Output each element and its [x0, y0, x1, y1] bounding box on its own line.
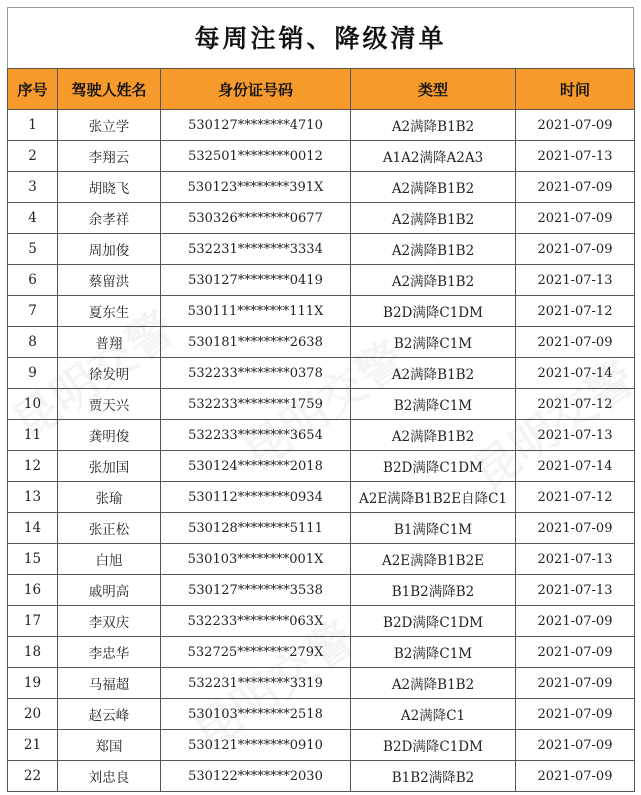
- driver-name-cell: 周加俊: [58, 234, 161, 265]
- id-number-cell: 530127********0419: [161, 265, 351, 296]
- row-index-cell: 2: [8, 141, 58, 172]
- license-type-cell: A2E满降B1B2E自降C1: [351, 482, 516, 513]
- id-number-cell: 532233********1759: [161, 389, 351, 420]
- table-row: [8, 513, 635, 544]
- id-number-cell: 532501********0012: [161, 141, 351, 172]
- id-number-cell: 532231********3334: [161, 234, 351, 265]
- id-number-cell: 532231********3319: [161, 668, 351, 699]
- license-type-cell: A2E满降B1B2E: [351, 544, 516, 575]
- id-number-cell: 530326********0677: [161, 203, 351, 234]
- id-number-cell: 532233********0378: [161, 358, 351, 389]
- table-row: [8, 482, 635, 513]
- license-type-cell: A2满降C1: [351, 699, 516, 730]
- license-type-cell: A2满降B1B2: [351, 358, 516, 389]
- row-index-cell: 18: [8, 637, 58, 668]
- driver-name-cell: 徐发明: [58, 358, 161, 389]
- row-index-cell: 12: [8, 451, 58, 482]
- row-index-cell: 15: [8, 544, 58, 575]
- table-row: [8, 172, 635, 203]
- driver-name-cell: 蔡留洪: [58, 265, 161, 296]
- license-type-cell: B2满降C1M: [351, 327, 516, 358]
- driver-name-cell: 龚明俊: [58, 420, 161, 451]
- license-type-cell: B2D满降C1DM: [351, 606, 516, 637]
- table-row: [8, 544, 635, 575]
- row-index-cell: 22: [8, 761, 58, 792]
- table-row: [8, 203, 635, 234]
- driver-name-cell: 戚明高: [58, 575, 161, 606]
- table-body: [8, 110, 635, 792]
- license-type-cell: A1A2满降A2A3: [351, 141, 516, 172]
- license-type-cell: A2满降B1B2: [351, 203, 516, 234]
- table-row: [8, 699, 635, 730]
- driver-name-cell: 张瑜: [58, 482, 161, 513]
- date-cell: 2021-07-09: [516, 327, 635, 358]
- row-index-cell: 20: [8, 699, 58, 730]
- row-index-cell: 7: [8, 296, 58, 327]
- row-index-cell: 5: [8, 234, 58, 265]
- date-cell: 2021-07-09: [516, 668, 635, 699]
- date-cell: 2021-07-12: [516, 482, 635, 513]
- date-cell: 2021-07-09: [516, 110, 635, 141]
- date-cell: 2021-07-13: [516, 544, 635, 575]
- driver-name-cell: 郑国: [58, 730, 161, 761]
- table-row: [8, 358, 635, 389]
- row-index-cell: 1: [8, 110, 58, 141]
- table-row: [8, 668, 635, 699]
- id-number-cell: 530121********0910: [161, 730, 351, 761]
- license-type-cell: B1B2满降B2: [351, 761, 516, 792]
- table-row: [8, 110, 635, 141]
- license-type-cell: A2满降B1B2: [351, 110, 516, 141]
- date-cell: 2021-07-09: [516, 730, 635, 761]
- date-cell: 2021-07-09: [516, 699, 635, 730]
- id-number-cell: 530127********4710: [161, 110, 351, 141]
- license-type-cell: A2满降B1B2: [351, 265, 516, 296]
- id-number-cell: 530111********111X: [161, 296, 351, 327]
- date-cell: 2021-07-09: [516, 234, 635, 265]
- date-cell: 2021-07-12: [516, 389, 635, 420]
- license-type-cell: B2D满降C1DM: [351, 451, 516, 482]
- date-cell: 2021-07-09: [516, 513, 635, 544]
- driver-name-cell: 马福超: [58, 668, 161, 699]
- license-type-cell: A2满降B1B2: [351, 668, 516, 699]
- date-cell: 2021-07-14: [516, 451, 635, 482]
- row-index-cell: 21: [8, 730, 58, 761]
- id-number-cell: 530122********2030: [161, 761, 351, 792]
- driver-name-cell: 李双庆: [58, 606, 161, 637]
- license-type-cell: B1满降C1M: [351, 513, 516, 544]
- date-cell: 2021-07-14: [516, 358, 635, 389]
- license-type-cell: A2满降B1B2: [351, 172, 516, 203]
- license-type-cell: B2满降C1M: [351, 389, 516, 420]
- driver-name-cell: 白旭: [58, 544, 161, 575]
- row-index-cell: 4: [8, 203, 58, 234]
- driver-name-cell: 李翔云: [58, 141, 161, 172]
- driver-name-cell: 胡晓飞: [58, 172, 161, 203]
- license-type-cell: B1B2满降B2: [351, 575, 516, 606]
- date-cell: 2021-07-09: [516, 172, 635, 203]
- document-sheet: [7, 7, 634, 787]
- table-row: [8, 141, 635, 172]
- id-number-cell: 530181********2638: [161, 327, 351, 358]
- driver-name-cell: 张立学: [58, 110, 161, 141]
- driver-name-cell: 普翔: [58, 327, 161, 358]
- id-number-cell: 530124********2018: [161, 451, 351, 482]
- table-row: [8, 637, 635, 668]
- table-header-row: [8, 69, 635, 110]
- row-index-cell: 17: [8, 606, 58, 637]
- driver-name-cell: 刘忠良: [58, 761, 161, 792]
- license-table: [7, 68, 635, 792]
- id-number-cell: 532725********279X: [161, 637, 351, 668]
- driver-name-cell: 张正松: [58, 513, 161, 544]
- date-cell: 2021-07-13: [516, 420, 635, 451]
- date-cell: 2021-07-09: [516, 606, 635, 637]
- license-type-cell: B2满降C1M: [351, 637, 516, 668]
- driver-name-cell: 赵云峰: [58, 699, 161, 730]
- header-driver-name: 驾驶人姓名: [58, 69, 161, 110]
- header-id-number: 身份证号码: [161, 69, 351, 110]
- table-row: [8, 606, 635, 637]
- row-index-cell: 9: [8, 358, 58, 389]
- date-cell: 2021-07-13: [516, 141, 635, 172]
- id-number-cell: 530127********3538: [161, 575, 351, 606]
- table-row: [8, 451, 635, 482]
- row-index-cell: 19: [8, 668, 58, 699]
- id-number-cell: 532233********3654: [161, 420, 351, 451]
- table-row: [8, 420, 635, 451]
- table-row: [8, 234, 635, 265]
- date-cell: 2021-07-09: [516, 761, 635, 792]
- row-index-cell: 10: [8, 389, 58, 420]
- date-cell: 2021-07-12: [516, 296, 635, 327]
- id-number-cell: 530103********001X: [161, 544, 351, 575]
- table-row: [8, 265, 635, 296]
- date-cell: 2021-07-09: [516, 637, 635, 668]
- row-index-cell: 6: [8, 265, 58, 296]
- date-cell: 2021-07-09: [516, 203, 635, 234]
- row-index-cell: 13: [8, 482, 58, 513]
- driver-name-cell: 余孝祥: [58, 203, 161, 234]
- driver-name-cell: 贾天兴: [58, 389, 161, 420]
- row-index-cell: 11: [8, 420, 58, 451]
- driver-name-cell: 张加国: [58, 451, 161, 482]
- id-number-cell: 532233********063X: [161, 606, 351, 637]
- table-row: [8, 327, 635, 358]
- table-row: [8, 575, 635, 606]
- date-cell: 2021-07-13: [516, 575, 635, 606]
- driver-name-cell: 夏东生: [58, 296, 161, 327]
- table-row: [8, 296, 635, 327]
- row-index-cell: 8: [8, 327, 58, 358]
- table-row: [8, 730, 635, 761]
- date-cell: 2021-07-13: [516, 265, 635, 296]
- header-type: 类型: [351, 69, 516, 110]
- id-number-cell: 530123********391X: [161, 172, 351, 203]
- header-index: 序号: [8, 69, 58, 110]
- row-index-cell: 16: [8, 575, 58, 606]
- page-title: 每周注销、降级清单: [7, 7, 634, 68]
- id-number-cell: 530112********0934: [161, 482, 351, 513]
- row-index-cell: 14: [8, 513, 58, 544]
- id-number-cell: 530103********2518: [161, 699, 351, 730]
- license-type-cell: B2D满降C1DM: [351, 296, 516, 327]
- license-type-cell: A2满降B1B2: [351, 420, 516, 451]
- table-row: [8, 389, 635, 420]
- header-date: 时间: [516, 69, 635, 110]
- row-index-cell: 3: [8, 172, 58, 203]
- id-number-cell: 530128********5111: [161, 513, 351, 544]
- table-row: [8, 761, 635, 792]
- driver-name-cell: 李忠华: [58, 637, 161, 668]
- license-type-cell: B2D满降C1DM: [351, 730, 516, 761]
- license-type-cell: A2满降B1B2: [351, 234, 516, 265]
